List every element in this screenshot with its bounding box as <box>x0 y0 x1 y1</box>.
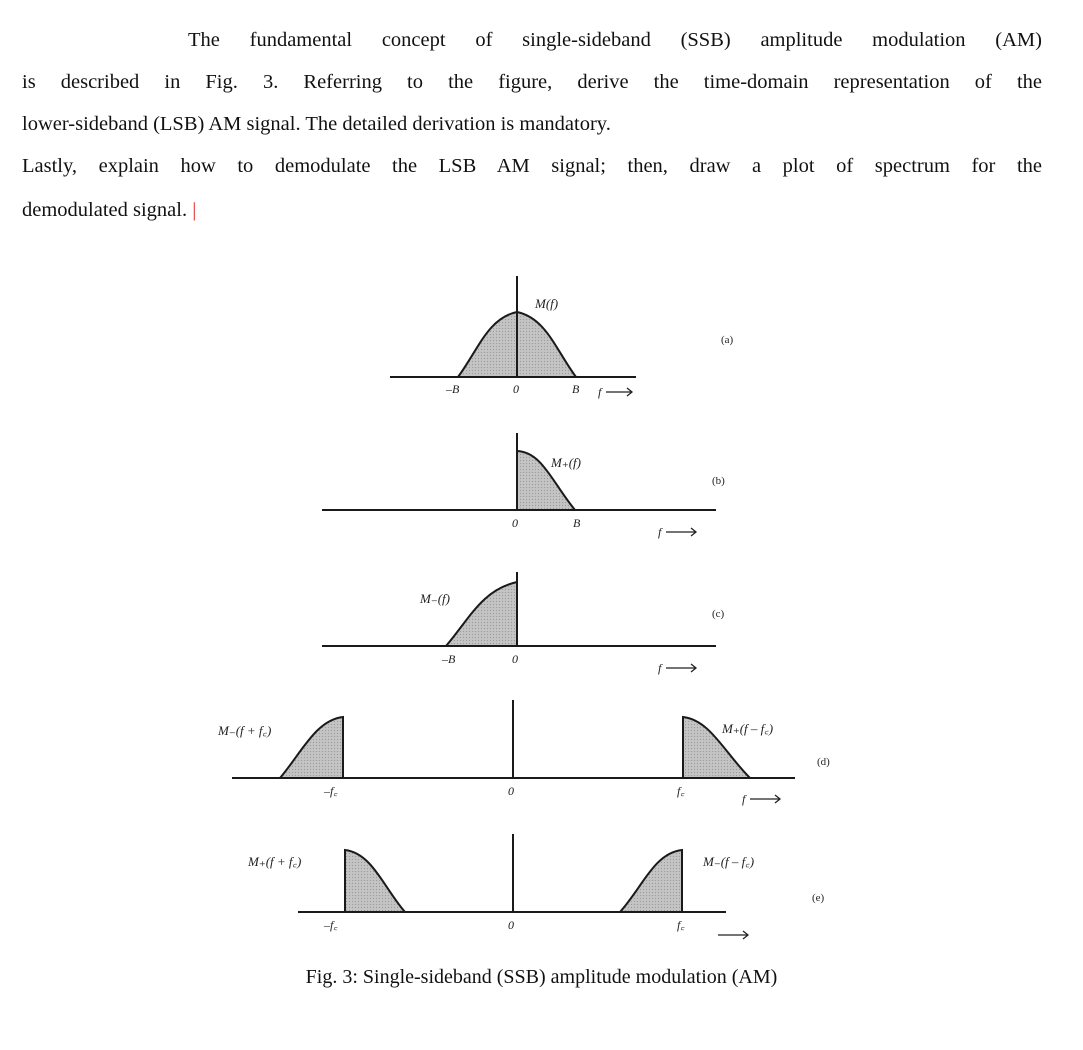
tick-zero: 0 <box>512 652 518 666</box>
panel-e <box>247 834 825 939</box>
axis-f-label: f <box>742 792 746 806</box>
tick-zero: 0 <box>513 382 519 396</box>
tick-neg-b: –B <box>442 652 456 666</box>
spectrum-lsb-left-fill <box>345 850 405 912</box>
panel-c-label: M₋(f) <box>420 591 450 606</box>
spectrum-shifted-left-fill <box>280 717 343 778</box>
panel-e-label-left: M₊(f + f꜀) <box>248 854 302 869</box>
tick-neg-fc: –f꜀ <box>324 784 338 798</box>
problem-line-1: The fundamental concept of single-sideband (SSB) amplitude modulation (AM) <box>188 29 1042 51</box>
panel-a <box>390 276 734 399</box>
problem-line-4: Lastly, explain how to demodulate the LSB AM signal; then, draw a plot of spectrum for the <box>22 155 1042 177</box>
tick-b: B <box>572 382 580 396</box>
panel-d <box>217 700 830 806</box>
panel-a-label: M(f) <box>535 296 559 311</box>
tick-fc: f꜀ <box>677 784 685 798</box>
panel-c-tag: (c) <box>712 608 725 620</box>
axis-arrow-icon <box>666 528 696 536</box>
problem-line-5: demodulated signal. | <box>22 199 197 221</box>
text-cursor: | <box>192 199 197 221</box>
tick-fc: f꜀ <box>677 918 685 932</box>
panel-d-label-right: M₊(f – f꜀) <box>722 721 774 736</box>
panel-d-tag: (d) <box>817 756 830 768</box>
tick-zero: 0 <box>508 784 514 798</box>
axis-f-label: f <box>598 385 602 399</box>
tick-b: B <box>573 516 581 530</box>
problem-line-3: lower-sideband (LSB) AM signal. The detailed derivation is mandatory. <box>22 113 611 135</box>
axis-arrow-icon <box>718 931 748 939</box>
tick-neg-fc: –f꜀ <box>324 918 338 932</box>
problem-line-2: is described in Fig. 3. Referring to the figure, derive the time-domain representation of the <box>22 71 1042 93</box>
tick-neg-b: –B <box>446 382 460 396</box>
panel-b <box>322 433 725 539</box>
panel-e-tag: (e) <box>812 892 825 904</box>
panel-b-label: M₊(f) <box>551 455 581 470</box>
axis-arrow-icon <box>666 664 696 672</box>
axis-arrow-icon <box>750 795 780 803</box>
panel-e-label-right: M₋(f – f꜀) <box>703 854 755 869</box>
spectrum-m-minus-fill <box>446 582 517 646</box>
axis-arrow-icon <box>606 388 632 396</box>
panel-b-tag: (b) <box>712 475 725 487</box>
panel-c <box>322 572 725 675</box>
tick-zero: 0 <box>512 516 518 530</box>
tick-zero: 0 <box>508 918 514 932</box>
panel-a-tag: (a) <box>721 334 734 346</box>
spectrum-lsb-right-fill <box>620 850 682 912</box>
panel-d-label-left: M₋(f + f꜀) <box>218 723 272 738</box>
axis-f-label: f <box>658 661 662 675</box>
figure-caption: Fig. 3: Single-sideband (SSB) amplitude modulation (AM) <box>305 966 778 988</box>
axis-f-label: f <box>658 525 662 539</box>
